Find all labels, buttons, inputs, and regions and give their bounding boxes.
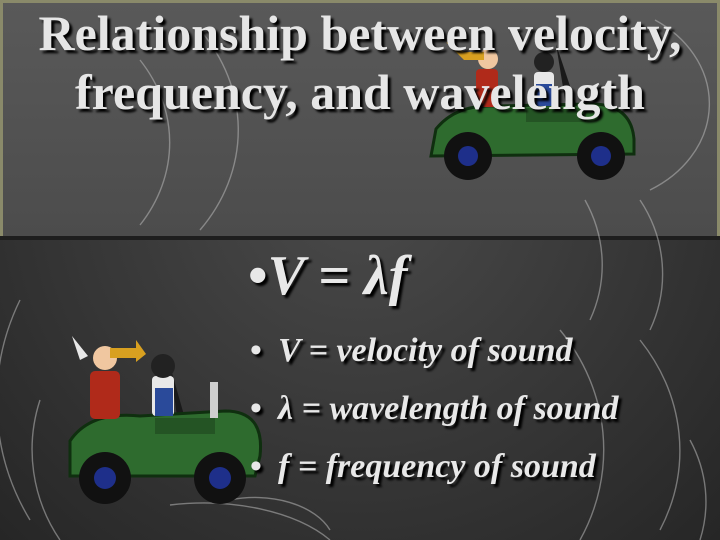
definition-list: [250, 322, 619, 496]
car-trumpet-clipart-bottom: [60, 326, 270, 516]
definition-frequency: [250, 438, 619, 496]
definition-velocity: [250, 322, 619, 380]
definition-text: f = frequency of sound: [278, 448, 596, 485]
main-equation: [248, 244, 407, 308]
definition-text: V = velocity of sound: [278, 332, 573, 369]
bullet-marker: •: [250, 390, 262, 427]
equation-text: V = λf: [267, 245, 408, 307]
bullet-marker: •: [250, 332, 262, 369]
bullet-marker: •: [248, 245, 268, 307]
bullet-marker: •: [250, 448, 262, 485]
definition-wavelength: [250, 380, 619, 438]
definition-text: λ = wavelength of sound: [278, 390, 619, 427]
slide-title: Relationship between velocity, frequency, and wavelength: [38, 5, 682, 120]
